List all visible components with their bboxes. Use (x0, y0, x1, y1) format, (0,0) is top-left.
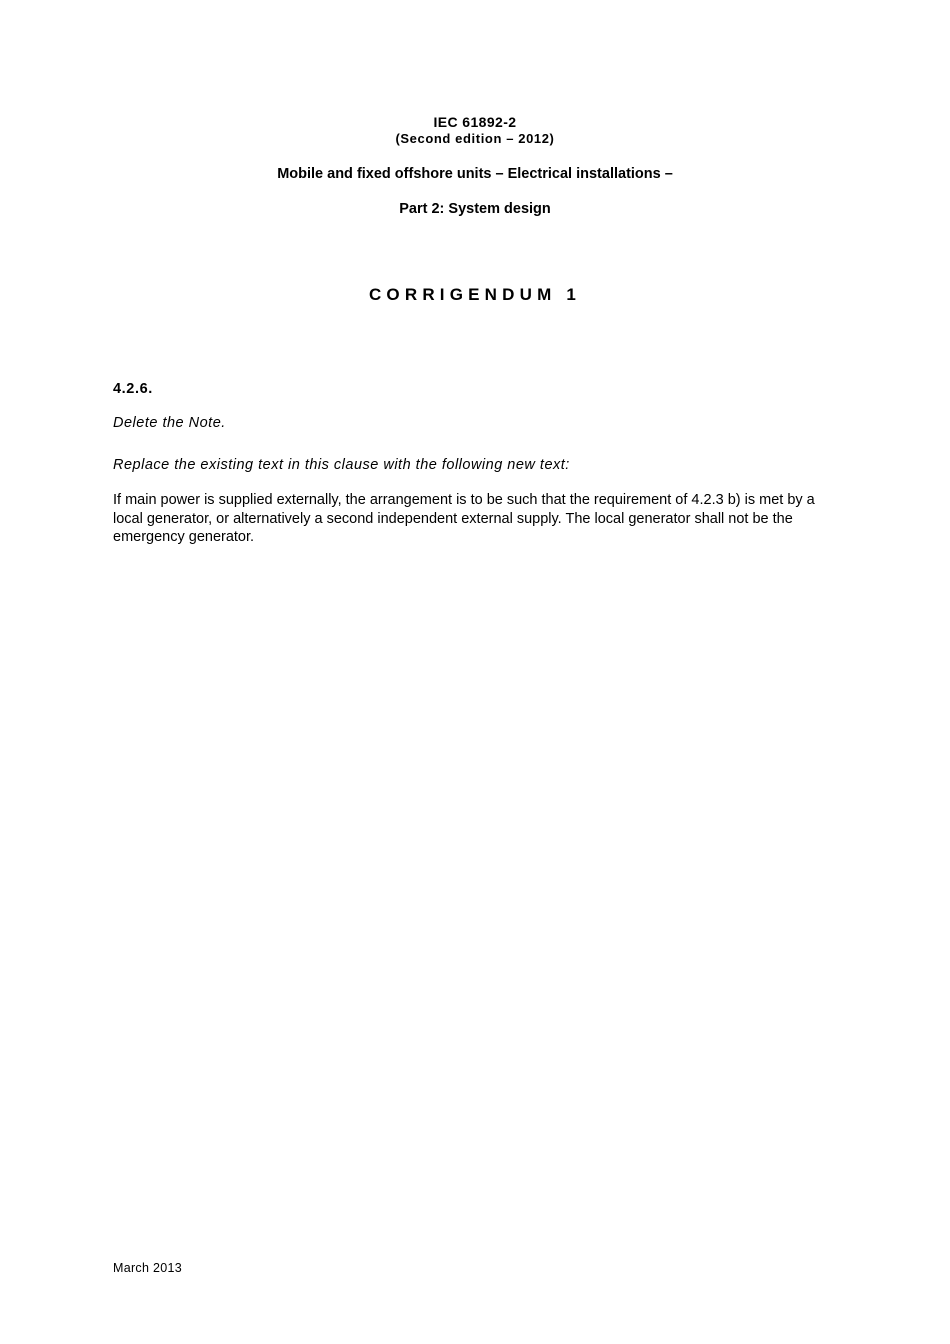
instruction-replace-text: Replace the existing text in this clause with the following new text: (113, 457, 570, 473)
replacement-text: If main power is supplied externally, the arrangement is to be such that the requirement of 4.2.3 b) is met by a local generator, or alternatively a second independent external supply. The local generator shall not be the emergency generator. (113, 492, 815, 545)
clause-number: 4.2.6. (113, 381, 153, 397)
corrigendum-heading: CORRIGENDUM 1 (368, 285, 582, 304)
document-part-title: Part 2: System design (399, 201, 551, 217)
standard-number: IEC 61892-2 (433, 114, 517, 130)
instruction-delete-note: Delete the Note. (113, 415, 226, 431)
edition-label: (Second edition – 2012) (395, 131, 555, 146)
standard-header (0, 114, 950, 147)
document-title: Mobile and fixed offshore units – Electrical installations – (277, 166, 673, 182)
publication-date: March 2013 (113, 1261, 183, 1275)
